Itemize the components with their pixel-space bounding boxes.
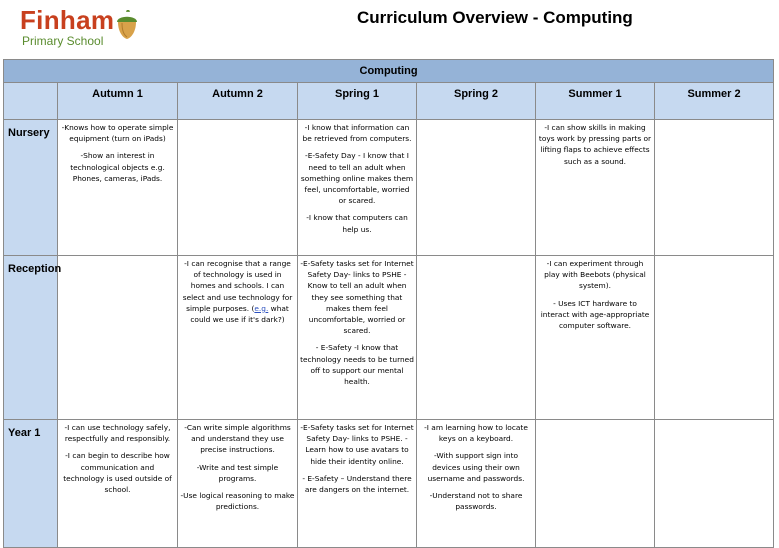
- subject-header-row: [4, 60, 774, 83]
- cell-text: - E-Safety -I know that technology needs to be turned off to support our mental health.: [300, 343, 414, 387]
- row-label: Nursery: [4, 120, 58, 256]
- cell-text: -Understand not to share passwords.: [429, 491, 523, 512]
- table-cell: [58, 256, 178, 420]
- cell-text: -Knows how to operate simple equipment (turn on iPads): [61, 123, 174, 144]
- row-label: Year 1: [4, 420, 58, 548]
- cell-text: - Uses ICT hardware to interact with age-appropriate computer software.: [540, 298, 650, 331]
- cell-text: -With support sign into devices using their own username and passwords.: [427, 451, 525, 483]
- cell-text: -Can write simple algorithms and understand they use precise instructions.: [184, 423, 291, 455]
- cell-text: -E-Safety tasks set for Internet Safety Day- links to PSHE. - Learn how to use avatars to hide their identity online.: [300, 423, 414, 466]
- table-cell: [298, 420, 417, 548]
- page-title: Curriculum Overview - Computing: [357, 8, 633, 27]
- cell-text: - E-Safety – Understand there are dangers on the internet.: [302, 473, 412, 495]
- table-cell: [178, 120, 298, 256]
- cell-text: -E-Safety Day - I know that I need to tell an adult when something online makes them feel, uncomfortable, worried or scared.: [300, 151, 414, 206]
- corner-cell: [4, 83, 58, 120]
- table-row-nursery: [4, 120, 774, 256]
- cell-text: -I can experiment through play with Beebots (physical system).: [544, 259, 646, 291]
- subject-title: Computing: [4, 60, 774, 83]
- term-header: Spring 2: [417, 83, 536, 120]
- table-cell: [655, 256, 774, 420]
- table-cell: [178, 256, 298, 420]
- cell-text: -I know that computers can help us.: [306, 213, 408, 234]
- table-cell: [417, 120, 536, 256]
- row-label: Reception: [4, 256, 58, 420]
- table-cell: [417, 256, 536, 420]
- table-cell: [298, 120, 417, 256]
- school-logo: [20, 4, 150, 56]
- table-cell: [536, 256, 655, 420]
- term-header-row: [4, 83, 774, 120]
- term-header: Spring 1: [298, 83, 417, 120]
- cell-text: -I know that information can be retrieved from computers.: [302, 123, 412, 144]
- cell-text: -Write and test simple programs.: [196, 462, 279, 483]
- cell-text: -Show an interest in technological objects e.g. Phones, cameras, iPads.: [70, 151, 165, 183]
- example-link[interactable]: e.g.: [254, 303, 269, 313]
- school-subtitle: Primary School: [22, 34, 104, 48]
- table-cell: [298, 256, 417, 420]
- school-name: Finham: [20, 5, 115, 35]
- table-cell: [58, 420, 178, 548]
- table-cell: [417, 420, 536, 548]
- cell-text: -E-Safety tasks set for Internet Safety Day- links to PSHE - Know to tell an adult when they see something that makes them feel uncomfortable, worried or scared.: [300, 259, 414, 336]
- example-open: (: [251, 303, 255, 313]
- table-cell: [655, 420, 774, 548]
- table-cell: [536, 120, 655, 256]
- table-cell: [655, 120, 774, 256]
- table-row-year-1: [4, 420, 774, 548]
- table-row-reception: [4, 256, 774, 420]
- curriculum-table: [3, 59, 773, 548]
- term-header: Summer 2: [655, 83, 774, 120]
- term-header: Autumn 2: [178, 83, 298, 120]
- table-cell: [536, 420, 655, 548]
- acorn-icon: [114, 10, 140, 40]
- cell-text: -I am learning how to locate keys on a keyboard.: [424, 423, 528, 444]
- cell-text: -I can begin to describe how communication and technology is used outside of school.: [63, 451, 172, 495]
- table-cell: [58, 120, 178, 256]
- cell-text: -I can use technology safely, respectfully and responsibly.: [64, 423, 171, 444]
- cell-text: -I can show skills in making toys work by pressing parts or lifting flaps to achieve effects such as a sound.: [538, 123, 652, 166]
- cell-text: -Use logical reasoning to make predictions.: [180, 491, 295, 512]
- cell-text: [178, 258, 297, 325]
- term-header: Autumn 1: [58, 83, 178, 120]
- cell-text-part: what could we use if it's dark?): [190, 303, 289, 325]
- cell-text-part: -I can recognise that a range of technology is used in homes and schools. I can select and use technology for simple purposes.: [182, 259, 293, 313]
- term-header: Summer 1: [536, 83, 655, 120]
- table-cell: [178, 420, 298, 548]
